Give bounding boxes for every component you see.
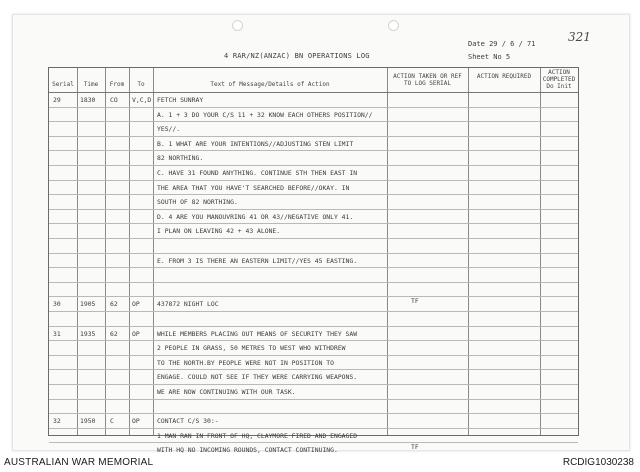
punch-hole-left [232,20,243,31]
entry-text-line: 437872 NIGHT LOC [157,300,219,309]
col-header-action-completed: ACTION COMPLETED Do Init [542,69,576,90]
entry-time: 1830 [80,96,96,104]
col-header-text: Text of Message/Details of Action [210,81,330,88]
entry-text-line: CONTACT C/S 30:- [157,417,219,426]
log-title: 4 RAR/NZ(ANZAC) BN OPERATIONS LOG [224,52,370,60]
date-field: Date 29 / 6 / 71 [468,40,536,48]
entry-text-line: ENGAGE. COULD NOT SEE IF THEY WERE CARRYING WEAPONS. [157,373,358,382]
entry-text-line: WE ARE NOW CONTINUING WITH OUR TASK. [157,388,296,396]
operations-log-table [48,67,579,455]
entry-text-line: SOUTH OF 82 NORTHING. [157,198,238,207]
entry-from: C [110,417,114,426]
entry-text-line: C. HAVE 31 FOUND ANYTHING. CONTINUE STH THEN EAST IN [157,169,358,177]
entry-serial: 30 [53,300,61,309]
punch-hole-right [388,20,399,31]
entry-text-line: FETCH SUNRAY [157,96,204,104]
entry-to: OP [132,300,140,309]
entry-to: OP [132,329,140,338]
entry-serial: 29 [53,96,61,104]
entry-serial: 31 [53,329,61,338]
col-header-action-required: ACTION REQUIRED [476,73,532,80]
entry-text-line: THE AREA THAT YOU HAVE'T SEARCHED BEFORE//OKAY. IN [157,183,350,192]
entry-from: 62 [110,329,118,338]
entry-text-line: A. 1 + 3 DO YOUR C/S 11 + 32 KNOW EACH OTHERS POSITION// [157,110,373,119]
col-header-time: Time [83,81,99,88]
entry-serial: 32 [53,417,61,426]
col-header-from: From [109,81,125,88]
sheet-number-field: Sheet No 5 [468,53,511,61]
entry-text-line: WITH HQ NO INCOMING ROUNDS, CONTACT CONTINUING. [157,446,338,455]
entry-time: 1935 [80,329,96,338]
entry-text-line: 1 MAN RAN IN FRONT OF HQ, CLAYMORE FIRED AND ENGAGED [157,431,358,440]
entry-from: 62 [110,300,118,309]
entry-to: OP [132,417,140,426]
col-header-serial: Serial [52,81,74,88]
footer-source: AUSTRALIAN WAR MEMORIAL [4,457,154,468]
entry-text-line: TO THE NORTH.BY PEOPLE WERE NOT IN POSITION TO [157,358,334,367]
entry-text-line: 2 PEOPLE IN GRASS, 50 METRES TO WEST WHO WITHDREW [157,344,346,353]
entry-text-line: I PLAN ON LEAVING 42 + 43 ALONE. [157,227,281,236]
entry-action-initials: TF [411,443,419,452]
entry-text-line: B. 1 WHAT ARE YOUR INTENTIONS//ADJUSTING STEN LIMIT [157,139,354,148]
entry-action-initials: TF [411,297,419,306]
entry-text-line: E. FROM 3 IS THERE AN EASTERN LIMIT//YES 45 EASTING. [157,256,358,265]
entry-text-line: 82 NORTHING. [157,154,204,163]
footer-reference: RCDIG1030238 [562,457,634,468]
entry-from: CO [110,96,118,104]
page-stamp-number: 321 [568,30,591,44]
entry-to: V,C,D [132,96,152,104]
entry-text-line: WHILE MEMBERS PLACING OUT MEANS OF SECURITY THEY SAW [157,329,358,338]
col-header-to: To [137,81,145,88]
entry-time: 1950 [80,417,96,426]
entry-time: 1905 [80,300,96,309]
entry-text-line: YES//. [157,125,181,134]
entry-text-line: D. 4 ARE YOU MANOUVRING 41 OR 43//NEGATIVE ONLY 41. [157,212,354,221]
col-header-action-taken: ACTION TAKEN OR REF TO LOG SERIAL [393,73,462,87]
